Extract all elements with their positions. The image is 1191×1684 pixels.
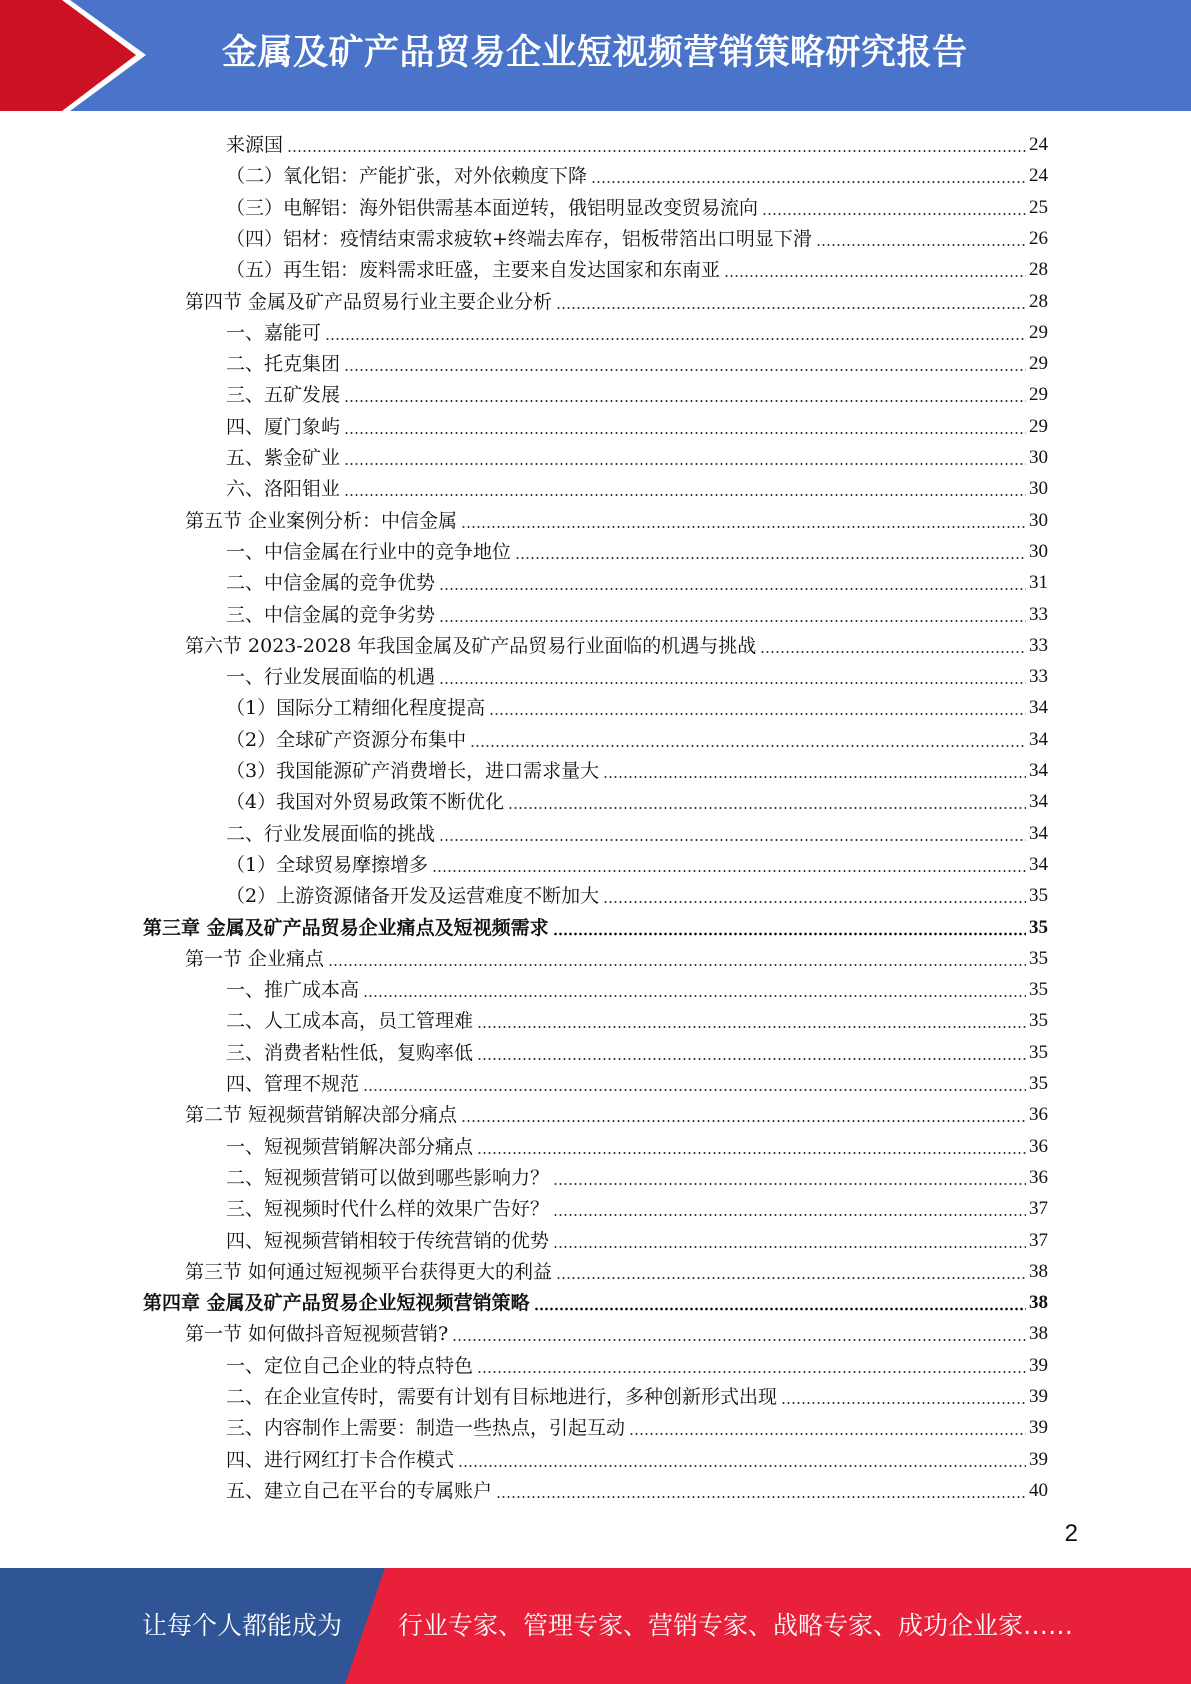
toc-entry-title: 来源国 <box>226 134 284 156</box>
toc-page-number: 30 <box>1029 540 1048 562</box>
toc-dot-leader <box>762 212 1026 216</box>
toc-entry-title: 第三节 如何通过短视频平台获得更大的利益 <box>185 1260 553 1283</box>
toc-page-number: 24 <box>1029 165 1048 187</box>
toc-page-number: 36 <box>1029 1166 1048 1188</box>
toc-dot-leader <box>470 744 1026 748</box>
toc-page-number: 29 <box>1029 384 1048 406</box>
toc-entry-title: （五）再生铝：废料需求旺盛，主要来自发达国家和东南亚 <box>226 259 721 282</box>
toc-subsection-entry[interactable] <box>226 1348 1048 1378</box>
toc-dot-leader <box>344 431 1026 435</box>
toc-subsection-entry[interactable] <box>226 659 1048 689</box>
toc-section-entry[interactable] <box>185 941 1048 971</box>
toc-page-number: 31 <box>1029 572 1048 594</box>
toc-entry-title: 一、中信金属在行业中的竞争地位 <box>226 540 512 563</box>
toc-entry-title: 三、内容制作上需要：制造一些热点，引起互动 <box>226 1417 626 1440</box>
toc-page-number: 38 <box>1029 1323 1048 1345</box>
toc-page-number: 29 <box>1029 321 1048 343</box>
toc-entry-title: 四、短视频营销相较于传统营销的优势 <box>226 1229 550 1252</box>
toc-dot-leader <box>461 525 1026 529</box>
toc-subsection-entry[interactable] <box>226 816 1048 846</box>
toc-subsection-entry[interactable] <box>226 127 1048 157</box>
toc-entry-title: 五、建立自己在平台的专属账户 <box>226 1479 493 1502</box>
toc-dot-leader <box>287 149 1026 153</box>
page-footer <box>0 1568 1191 1684</box>
toc-entry-title: （2）全球矿产资源分布集中 <box>226 728 467 751</box>
toc-dot-leader <box>439 619 1026 623</box>
toc-page-number: 33 <box>1029 603 1048 625</box>
toc-dot-leader <box>591 180 1026 184</box>
toc-dot-leader <box>344 368 1026 372</box>
toc-dot-leader <box>477 1370 1026 1374</box>
toc-entry-title: 五、紫金矿业 <box>226 447 341 469</box>
toc-page-number: 37 <box>1029 1198 1048 1220</box>
toc-subsection-entry[interactable] <box>226 1129 1048 1159</box>
toc-entry-title: （1）国际分工精细化程度提高 <box>226 697 486 720</box>
toc-dot-leader <box>508 806 1026 810</box>
toc-dot-leader <box>344 399 1026 403</box>
toc-subsection-entry[interactable] <box>226 597 1048 627</box>
toc-entry-title: 第四章 金属及矿产品贸易企业短视频营销策略 <box>143 1292 530 1315</box>
toc-subsection-entry[interactable] <box>226 190 1048 220</box>
toc-section-entry[interactable] <box>185 284 1048 314</box>
toc-entry-title: 四、管理不规范 <box>226 1073 360 1095</box>
toc-dot-leader <box>603 900 1026 904</box>
toc-entry-title: 二、行业发展面临的挑战 <box>226 822 436 845</box>
toc-page-number: 37 <box>1029 1229 1048 1251</box>
toc-dot-leader <box>477 1057 1026 1061</box>
toc-subsection-entry[interactable] <box>226 972 1048 1002</box>
toc-subsection-entry[interactable] <box>226 471 1048 501</box>
toc-page-number: 33 <box>1029 666 1048 688</box>
toc-page-number: 29 <box>1029 353 1048 375</box>
toc-page-number: 34 <box>1029 822 1048 844</box>
toc-page-number: 24 <box>1029 134 1048 155</box>
toc-entry-title: （四）铝材：疫情结束需求疲软+终端去库存，铝板带箔出口明显下滑 <box>226 227 812 250</box>
toc-page-number: 39 <box>1029 1354 1048 1376</box>
toc-subsection-entry[interactable] <box>226 722 1048 752</box>
toc-subsection-entry[interactable] <box>226 534 1048 564</box>
toc-dot-leader <box>363 1088 1026 1092</box>
toc-subsection-entry[interactable] <box>226 1379 1048 1409</box>
page-header <box>0 0 1191 111</box>
toc-page-number: 30 <box>1029 447 1048 468</box>
toc-page-number: 35 <box>1029 885 1048 907</box>
toc-subsection-entry[interactable] <box>226 784 1048 814</box>
toc-page-number: 34 <box>1029 791 1048 813</box>
toc-entry-title: 二、在企业宣传时，需要有计划有目标地进行，多种创新形式出现 <box>226 1386 778 1408</box>
toc-subsection-entry[interactable] <box>226 440 1048 470</box>
toc-entry-title: 四、进行网红打卡合作模式 <box>226 1448 455 1471</box>
toc-subsection-entry[interactable] <box>226 1410 1048 1440</box>
toc-dot-leader <box>328 963 1026 967</box>
toc-subsection-entry[interactable] <box>226 221 1048 251</box>
toc-dot-leader <box>724 274 1026 278</box>
toc-page-number: 30 <box>1029 478 1048 500</box>
toc-dot-leader <box>452 1338 1026 1342</box>
toc-entry-title: 一、短视频营销解决部分痛点 <box>226 1135 474 1158</box>
toc-dot-leader <box>781 1401 1026 1405</box>
toc-subsection-entry[interactable] <box>226 565 1048 595</box>
toc-subsection-entry[interactable] <box>226 1223 1048 1253</box>
toc-subsection-entry[interactable] <box>226 315 1048 345</box>
toc-dot-leader <box>496 1495 1026 1499</box>
toc-subsection-entry[interactable] <box>226 1160 1048 1190</box>
toc-subsection-entry[interactable] <box>226 847 1048 877</box>
toc-dot-leader <box>816 243 1026 247</box>
toc-entry-title: （二）氧化铝：产能扩张，对外依赖度下降 <box>226 165 588 188</box>
toc-entry-title: 第一节 如何做抖音短视频营销? <box>185 1323 449 1346</box>
toc-dot-leader <box>489 712 1026 716</box>
toc-subsection-entry[interactable] <box>226 1442 1048 1472</box>
report-title: 金属及矿产品贸易企业短视频营销策略研究报告 <box>222 33 968 73</box>
toc-dot-leader <box>553 1182 1026 1186</box>
toc-dot-leader <box>760 650 1026 654</box>
toc-page-number: 35 <box>1029 979 1048 1001</box>
toc-entry-title: 一、行业发展面临的机遇 <box>226 666 436 689</box>
footer-slogan-right: 行业专家、管理专家、营销专家、战略专家、成功企业家…… <box>398 1611 1074 1640</box>
toc-section-entry[interactable] <box>185 1316 1048 1346</box>
toc-page-number: 28 <box>1029 259 1048 281</box>
toc-dot-leader <box>515 556 1026 560</box>
toc-dot-leader <box>439 587 1026 591</box>
toc-page-number: 26 <box>1029 227 1048 249</box>
toc-page-number: 35 <box>1029 947 1048 969</box>
toc-subsection-entry[interactable] <box>226 1066 1048 1096</box>
toc-subsection-entry[interactable] <box>226 1473 1048 1503</box>
toc-subsection-entry[interactable] <box>226 1003 1048 1033</box>
toc-entry-title: 一、推广成本高 <box>226 979 360 1002</box>
toc-dot-leader <box>439 681 1026 685</box>
toc-page-number: 34 <box>1029 853 1048 875</box>
toc-page-number: 28 <box>1029 290 1048 312</box>
toc-entry-title: 三、消费者粘性低，复购率低 <box>226 1041 474 1064</box>
toc-dot-leader <box>534 1307 1026 1311</box>
toc-page-number: 35 <box>1029 916 1048 938</box>
toc-page-number: 33 <box>1029 634 1048 656</box>
toc-entry-title: 二、短视频营销可以做到哪些影响力？ <box>226 1166 550 1189</box>
toc-subsection-entry[interactable] <box>226 1191 1048 1221</box>
toc-subsection-entry[interactable] <box>226 753 1048 783</box>
toc-dot-leader <box>603 775 1026 779</box>
toc-dot-leader <box>363 994 1026 998</box>
toc-subsection-entry[interactable] <box>226 1035 1048 1065</box>
toc-entry-title: 一、嘉能可 <box>226 321 322 344</box>
toc-subsection-entry[interactable] <box>226 878 1048 908</box>
toc-entry-title: 第二节 短视频营销解决部分痛点 <box>185 1104 458 1127</box>
toc-dot-leader <box>477 1025 1026 1029</box>
toc-entry-title: 第六节 2023-2028 年我国金属及矿产品贸易行业面临的机遇与挑战 <box>185 634 757 657</box>
toc-page-number: 38 <box>1029 1292 1048 1314</box>
toc-page-number: 39 <box>1029 1417 1048 1439</box>
toc-page-number: 35 <box>1029 1010 1048 1032</box>
toc-chapter-entry[interactable] <box>143 910 1048 940</box>
toc-entry-title: 二、人工成本高，员工管理难 <box>226 1010 474 1033</box>
toc-entry-title: 四、厦门象屿 <box>226 415 341 438</box>
toc-dot-leader <box>556 1276 1026 1280</box>
toc-subsection-entry[interactable] <box>226 409 1048 439</box>
toc-section-entry[interactable] <box>185 1254 1048 1284</box>
header-red-arrow-icon <box>0 0 150 111</box>
toc-dot-leader <box>344 462 1026 466</box>
toc-dot-leader <box>458 1464 1026 1468</box>
toc-subsection-entry[interactable] <box>226 690 1048 720</box>
toc-entry-title: 第四节 金属及矿产品贸易行业主要企业分析 <box>185 290 553 313</box>
page-number: 2 <box>1064 1520 1078 1547</box>
toc-entry-title: 第五节 企业案例分析：中信金属 <box>185 509 458 532</box>
toc-dot-leader <box>439 838 1026 842</box>
toc-dot-leader <box>477 1151 1026 1155</box>
toc-entry-title: 第三章 金属及矿产品贸易企业痛点及短视频需求 <box>143 916 549 939</box>
toc-entry-title: 第一节 企业痛点 <box>185 947 325 970</box>
toc-page-number: 34 <box>1029 728 1048 750</box>
toc-section-entry[interactable] <box>185 503 1048 533</box>
toc-entry-title: 六、洛阳钼业 <box>226 478 341 501</box>
toc-dot-leader <box>556 306 1026 310</box>
toc-section-entry[interactable] <box>185 628 1048 658</box>
toc-page-number: 34 <box>1029 697 1048 719</box>
toc-page-number: 29 <box>1029 415 1048 437</box>
toc-dot-leader <box>629 1432 1026 1436</box>
toc-entry-title: 三、短视频时代什么样的效果广告好？ <box>226 1198 550 1221</box>
toc-entry-title: 三、五矿发展 <box>226 384 341 407</box>
toc-dot-leader <box>553 1213 1026 1217</box>
toc-entry-title: （4）我国对外贸易政策不断优化 <box>226 791 505 814</box>
toc-page-number: 38 <box>1029 1260 1048 1282</box>
toc-page-number: 35 <box>1029 1041 1048 1063</box>
footer-slogan-left: 让每个人都能成为 <box>142 1611 343 1640</box>
toc-page-number: 34 <box>1029 760 1048 781</box>
toc-dot-leader <box>553 1245 1026 1249</box>
toc-page-number: 25 <box>1029 196 1048 218</box>
toc-chapter-entry[interactable] <box>143 1285 1048 1315</box>
toc-section-entry[interactable] <box>185 1097 1048 1127</box>
toc-dot-leader <box>553 932 1026 936</box>
toc-entry-title: 三、中信金属的竞争劣势 <box>226 603 436 626</box>
toc-entry-title: （3）我国能源矿产消费增长，进口需求量大 <box>226 760 600 782</box>
toc-dot-leader <box>432 869 1026 873</box>
toc-dot-leader <box>325 337 1026 341</box>
toc-subsection-entry[interactable] <box>226 158 1048 188</box>
toc-entry-title: 一、定位自己企业的特点特色 <box>226 1354 474 1377</box>
toc-dot-leader <box>461 1119 1026 1123</box>
toc-subsection-entry[interactable] <box>226 252 1048 282</box>
toc-entry-title: （2）上游资源储备开发及运营难度不断加大 <box>226 885 600 908</box>
toc-page-number: 36 <box>1029 1104 1048 1126</box>
toc-page-number: 40 <box>1029 1479 1048 1501</box>
toc-subsection-entry[interactable] <box>226 346 1048 376</box>
toc-page-number: 36 <box>1029 1135 1048 1157</box>
toc-page-number: 30 <box>1029 509 1048 531</box>
toc-entry-title: 二、托克集团 <box>226 353 341 376</box>
toc-subsection-entry[interactable] <box>226 377 1048 407</box>
toc-page-number: 39 <box>1029 1448 1048 1470</box>
toc-entry-title: 二、中信金属的竞争优势 <box>226 572 436 595</box>
toc-dot-leader <box>344 493 1026 497</box>
toc-entry-title: （1）全球贸易摩擦增多 <box>226 853 429 876</box>
toc-page-number: 35 <box>1029 1073 1048 1094</box>
toc-entry-title: （三）电解铝：海外铝供需基本面逆转，俄铝明显改变贸易流向 <box>226 196 759 219</box>
toc-page-number: 39 <box>1029 1386 1048 1407</box>
